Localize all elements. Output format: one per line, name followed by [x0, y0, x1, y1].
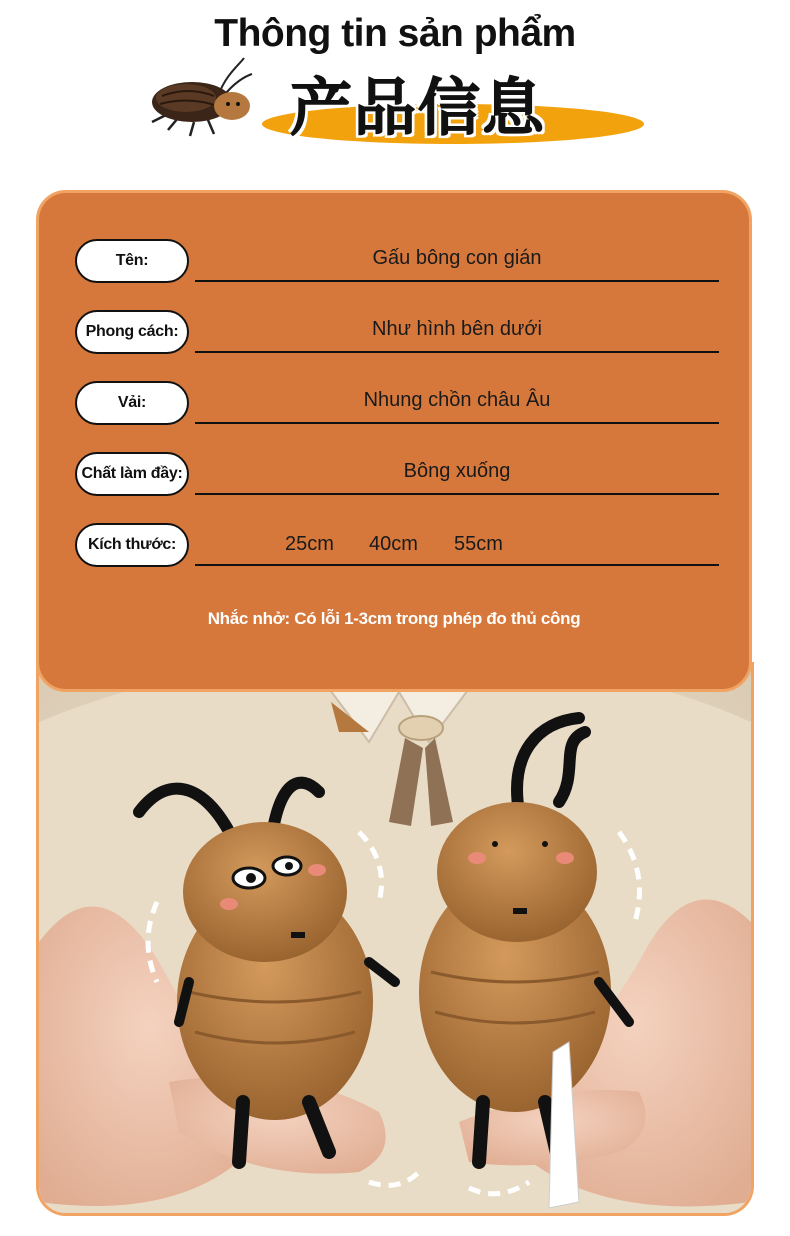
- info-row-fabric: [75, 381, 719, 427]
- size-option: 55cm: [454, 533, 503, 555]
- plush-photo-illustration: [39, 662, 751, 1216]
- info-row-size: [75, 523, 719, 569]
- title-chinese: 产品信息: [289, 74, 546, 143]
- value-fabric: Nhung chồn châu Âu: [363, 389, 551, 411]
- value-underline: [195, 351, 719, 353]
- label-style: Phong cách:: [75, 310, 189, 354]
- label-name: Tên:: [75, 239, 189, 283]
- value-underline: [195, 493, 719, 495]
- product-info-panel: [36, 190, 752, 692]
- title-vietnamese: Thông tin sản phẩm: [214, 12, 576, 55]
- value-underline: [195, 564, 719, 566]
- size-option: 25cm: [285, 533, 334, 555]
- value-underline: [195, 280, 719, 282]
- measurement-reminder: Nhắc nhở: Có lỗi 1-3cm trong phép đo thủ công: [207, 609, 581, 628]
- cockroach-icon: [148, 56, 260, 140]
- label-filling: Chất làm đầy:: [75, 452, 189, 496]
- label-size: Kích thước:: [75, 523, 189, 567]
- value-style: Như hình bên dưới: [372, 318, 542, 340]
- info-row-filling: [75, 452, 719, 498]
- label-fabric: Vải:: [75, 381, 189, 425]
- product-photo: [36, 662, 754, 1216]
- size-option: 40cm: [369, 533, 418, 555]
- value-underline: [195, 422, 719, 424]
- info-row-style: [75, 310, 719, 356]
- value-name: Gấu bông con gián: [372, 247, 542, 269]
- value-filling: Bông xuống: [403, 460, 511, 482]
- header: [0, 0, 790, 160]
- info-row-name: [75, 239, 719, 285]
